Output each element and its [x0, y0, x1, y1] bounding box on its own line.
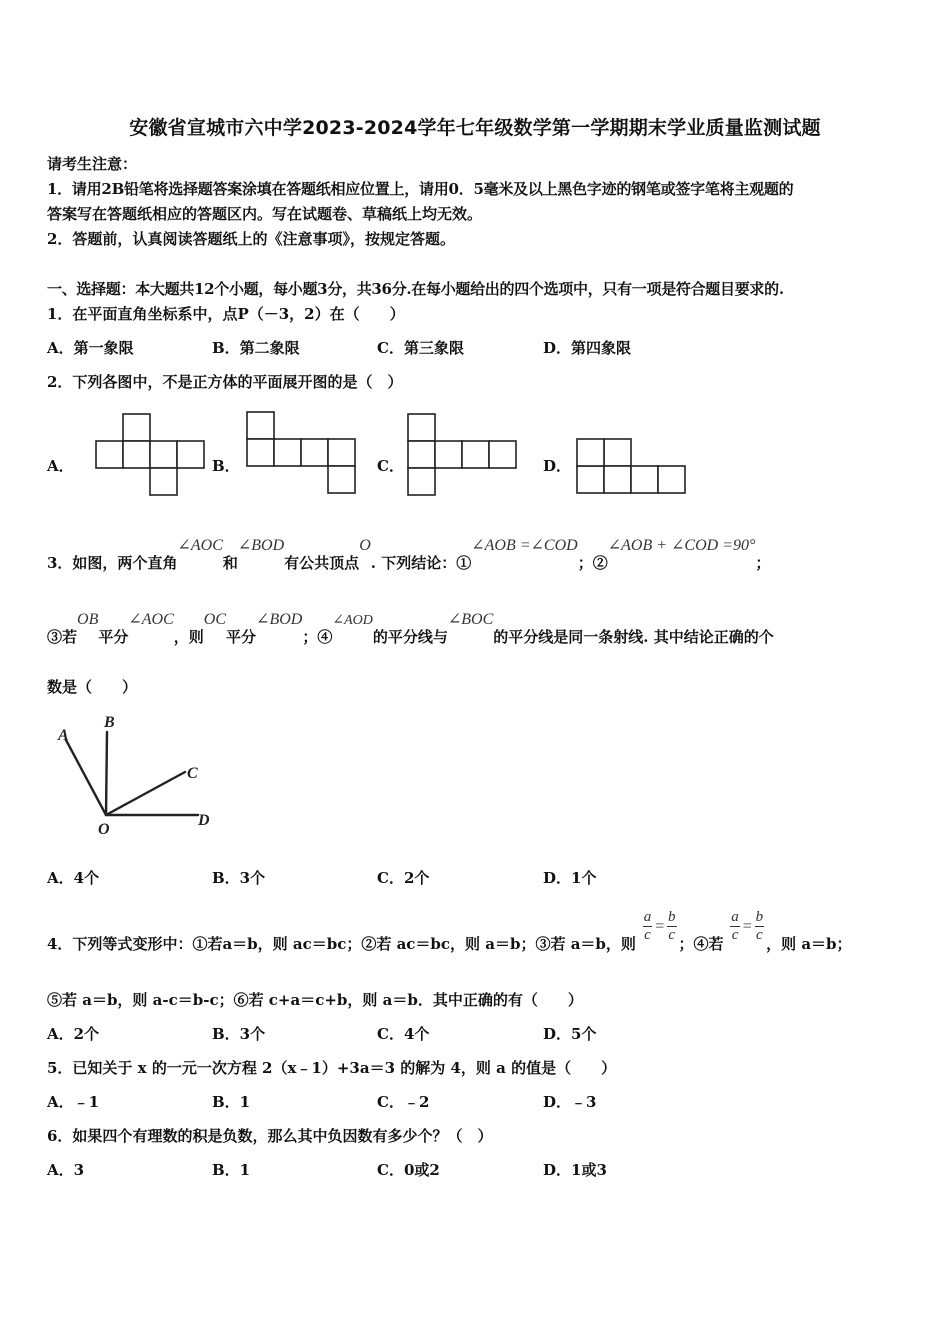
cube-net-a [94, 412, 208, 498]
q3-option-d[interactable]: D．1个 [543, 869, 597, 887]
question-4-line-2: ⑤若 a＝b，则 a-c＝b-c；⑥若 c+a＝c+b，则 a＝b．其中正确的有（ ） [47, 991, 583, 1009]
q4-text-3: ；④若 [678, 934, 724, 953]
fig-label-a: A [58, 727, 69, 744]
q4-option-d[interactable]: D．5个 [543, 1025, 597, 1043]
question-3-line-1 [47, 538, 770, 582]
q4-text-4: ，则 a＝b； [766, 934, 852, 953]
q3-text-and: 和 [222, 554, 238, 572]
q6-option-a[interactable]: A．3 [47, 1161, 85, 1179]
frac-num: b [668, 909, 676, 925]
q3-text-then: ，则 [173, 628, 204, 646]
q3-option-c[interactable]: C．2个 [377, 869, 430, 887]
q3-text-bisect-1: 平分 [98, 628, 129, 646]
cube-net-d [575, 437, 689, 497]
fig-label-c: C [187, 765, 198, 782]
question-6-stem: 6．如果四个有理数的积是负数，那么其中负因数有多少个？（ ） [47, 1127, 493, 1145]
q4-fraction-3 [730, 909, 740, 944]
fig-label-o: O [98, 821, 110, 838]
q4-option-c[interactable]: C．4个 [377, 1025, 430, 1043]
frac-num: a [731, 909, 739, 925]
q3-text-if: ③若 [47, 628, 78, 646]
q3-angle-bod: ∠BOD [237, 537, 285, 554]
q1-option-c[interactable]: C．第三象限 [377, 339, 464, 357]
q4-fraction-1 [643, 909, 653, 944]
q2-option-a[interactable]: A． [47, 457, 74, 475]
q3-conclusion-1: ∠AOB =∠COD [471, 537, 578, 554]
q5-option-b[interactable]: B．1 [212, 1093, 251, 1111]
q3-ray-oc: OC [203, 611, 227, 628]
frac-den: c [668, 927, 676, 943]
q3-angle-aoc-2: ∠AOC [128, 611, 174, 628]
q3-option-a[interactable]: A．4个 [47, 869, 100, 887]
q5-option-a[interactable]: A．﹣1 [47, 1093, 100, 1111]
cube-net-c [406, 412, 518, 498]
notice-item-2: 2．答题前，认真阅读答题纸上的《注意事项》，按规定答题。 [47, 230, 455, 248]
frac-den: c [644, 927, 651, 943]
q3-ray-ob: OB [77, 611, 99, 628]
q3-text-3: . 下列结论：① [370, 554, 472, 572]
q1-option-d[interactable]: D．第四象限 [543, 339, 632, 357]
q6-option-b[interactable]: B．1 [212, 1161, 251, 1179]
q2-option-c[interactable]: C． [377, 457, 404, 475]
q4-text-1: 4．下列等式变形中：①若 [47, 934, 223, 953]
question-3-line-3: 数是（ ） [47, 678, 138, 696]
q3-angle-figure [52, 710, 222, 840]
q3-angle-aoc: ∠AOC [177, 537, 223, 554]
question-2-stem: 2．下列各图中，不是正方体的平面展开图的是（ ） [47, 373, 403, 391]
section-heading: 一、选择题：本大题共12个小题，每小题3分，共36分.在每小题给出的四个选项中，只有一项是符合题目要求的. [47, 280, 784, 298]
question-5-stem: 5．已知关于 x 的一元一次方程 2（x﹣1）+3a＝3 的解为 4，则 a 的值是（ ） [47, 1059, 617, 1077]
q4-option-b[interactable]: B．3个 [212, 1025, 266, 1043]
q3-text-1: 3．如图，两个直角 [47, 554, 178, 572]
q3-option-b[interactable]: B．3个 [212, 869, 266, 887]
q4-text-2: a＝b，则 ac＝bc；②若 ac＝bc，则 a＝b；③若 a＝b，则 [222, 934, 636, 953]
q3-text-bisect-2: 平分 [226, 628, 257, 646]
q4-option-a[interactable]: A．2个 [47, 1025, 100, 1043]
fig-label-b: B [104, 714, 115, 731]
frac-eq: = [741, 917, 753, 935]
question-3-line-2 [47, 612, 774, 656]
question-1-stem: 1．在平面直角坐标系中，点P（－3，2）在（ ） [47, 305, 405, 323]
q3-text-bisector: 的平分线与 [372, 628, 448, 646]
q4-fraction-4 [755, 909, 765, 944]
q3-sep-2: ； [755, 554, 771, 572]
fig-label-d: D [198, 812, 210, 829]
q3-text-2: 有公共顶点 [284, 554, 360, 572]
q5-option-c[interactable]: C．﹣2 [377, 1093, 430, 1111]
frac-den: c [756, 927, 763, 943]
q3-text-4: ；④ [302, 628, 333, 646]
q3-text-end: 的平分线是同一条射线. 其中结论正确的个 [493, 628, 774, 646]
q4-fraction-2 [667, 909, 677, 944]
frac-num: b [755, 909, 764, 925]
q1-option-a[interactable]: A．第一象限 [47, 339, 134, 357]
q3-angle-aod: ∠AOD [332, 613, 373, 628]
q6-option-c[interactable]: C．0或2 [377, 1161, 440, 1179]
notice-item-1-cont: 答案写在答题纸相应的答题区内。写在试题卷、草稿纸上均无效。 [47, 205, 483, 223]
q6-option-d[interactable]: D．1或3 [543, 1161, 607, 1179]
page-title: 安徽省宣城市六中学2023-2024学年七年级数学第一学期期末学业质量监测试题 [129, 117, 821, 139]
frac-den: c [731, 927, 739, 943]
q3-conclusion-2: ∠AOB + ∠COD =90° [607, 537, 756, 554]
notice-heading: 请考生注意： [47, 155, 138, 173]
notice-item-1: 1．请用2B铅笔将选择题答案涂填在答题纸相应位置上，请用0．5毫米及以上黑色字迹的钢笔或签字笔将主观题的 [47, 180, 794, 198]
frac-num: a [643, 909, 652, 925]
q2-option-d[interactable]: D． [543, 457, 572, 475]
q5-option-d[interactable]: D．﹣3 [543, 1093, 597, 1111]
q3-angle-bod-2: ∠BOD [256, 611, 303, 628]
q3-vertex-o: O [359, 537, 371, 554]
q3-angle-boc: ∠BOC [447, 611, 494, 628]
q3-sep-1: ；② [577, 554, 608, 572]
question-4-line-1 [47, 903, 852, 953]
frac-eq: = [654, 917, 665, 935]
cube-net-b [245, 410, 357, 496]
q1-option-b[interactable]: B．第二象限 [212, 339, 300, 357]
q2-option-b[interactable]: B． [212, 457, 240, 475]
